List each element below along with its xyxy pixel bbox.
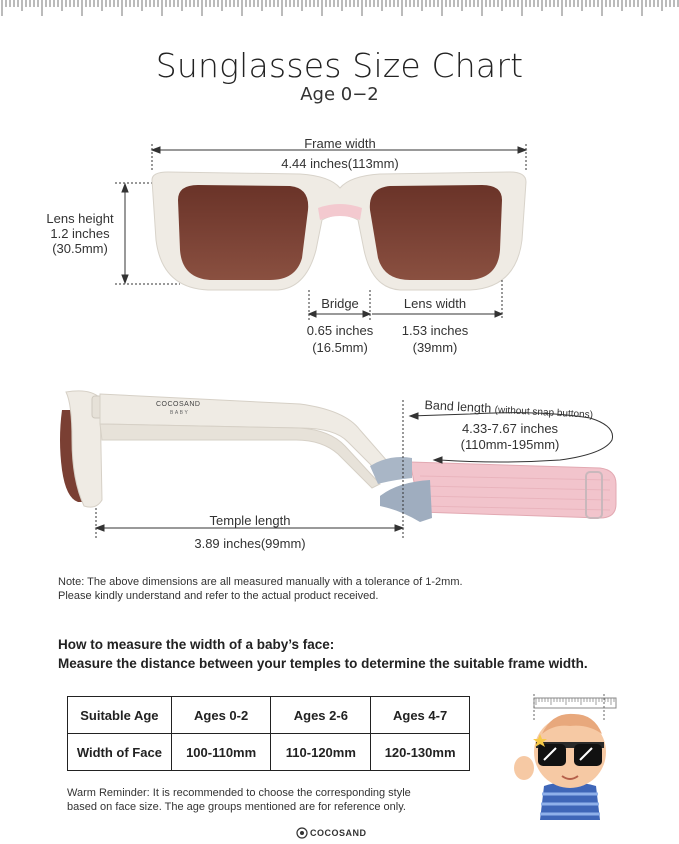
bridge-inches: 0.65 inches — [306, 323, 374, 338]
lens-height-mm: (30.5mm) — [52, 241, 108, 256]
lens-width-label: Lens width — [403, 296, 467, 311]
temple-length-label: Temple length — [209, 513, 291, 528]
brand-logo-icon — [296, 827, 308, 839]
table-row — [68, 734, 470, 771]
band-length-mm: (110mm-195mm) — [460, 437, 560, 452]
table-cell: Ages 0-2 — [171, 697, 271, 734]
baby-illustration — [508, 690, 620, 825]
frame-width-label: Frame width — [304, 136, 376, 151]
table-cell: 110-120mm — [271, 734, 371, 771]
reminder-line-1: Warm Reminder: It is recommended to choose the corresponding style — [67, 787, 411, 799]
brand-logo — [296, 826, 308, 844]
size-table — [67, 696, 470, 771]
table-cell: Ages 2-6 — [271, 697, 371, 734]
lens-width-inches: 1.53 inches — [401, 323, 469, 338]
table-cell: Ages 4-7 — [371, 697, 470, 734]
footer-brand: COCOSAND — [310, 828, 367, 838]
table-cell: 100-110mm — [171, 734, 271, 771]
top-ruler — [0, 0, 679, 18]
bridge-mm: (16.5mm) — [312, 340, 368, 355]
frame-width-value: 4.44 inches(113mm) — [281, 156, 399, 171]
table-row — [68, 697, 470, 734]
table-cell: 120-130mm — [371, 734, 470, 771]
left-lens — [178, 185, 308, 280]
table-cell: Width of Face — [68, 734, 172, 771]
lens-height-inches: 1.2 inches — [50, 226, 110, 241]
reminder-line-2: based on face size. The age groups mentioned are for reference only. — [67, 801, 406, 813]
band-length-note: (without snap buttons) — [494, 404, 594, 421]
note-line-1: Note: The above dimensions are all measured manually with a tolerance of 1-2mm. — [58, 576, 463, 588]
band-clip-bottom — [380, 480, 432, 522]
band-length-text: Band length — [424, 398, 492, 416]
tolerance-note — [58, 575, 463, 603]
arm-sub: BABY — [170, 410, 190, 416]
lens-width-mm: (39mm) — [412, 340, 458, 355]
note-line-2: Please kindly understand and refer to the actual product received. — [58, 590, 379, 602]
page-title: Sunglasses Size Chart — [155, 46, 524, 85]
baby-hand — [514, 756, 534, 780]
measure-instruction: Measure the distance between your temples to determine the suitable frame width. — [58, 656, 588, 671]
table-cell: Suitable Age — [68, 697, 172, 734]
band-length-inches: 4.33-7.67 inches — [461, 421, 559, 436]
page-subtitle: Age 0−2 — [300, 84, 379, 105]
right-lens — [370, 185, 502, 280]
bridge-label: Bridge — [321, 296, 359, 311]
temple-length-value: 3.89 inches(99mm) — [194, 536, 306, 551]
warm-reminder — [67, 786, 411, 814]
lens-height-label: Lens height — [46, 211, 114, 226]
arm-brand: COCOSAND — [156, 401, 201, 408]
measure-heading: How to measure the width of a baby’s face: — [58, 637, 335, 652]
